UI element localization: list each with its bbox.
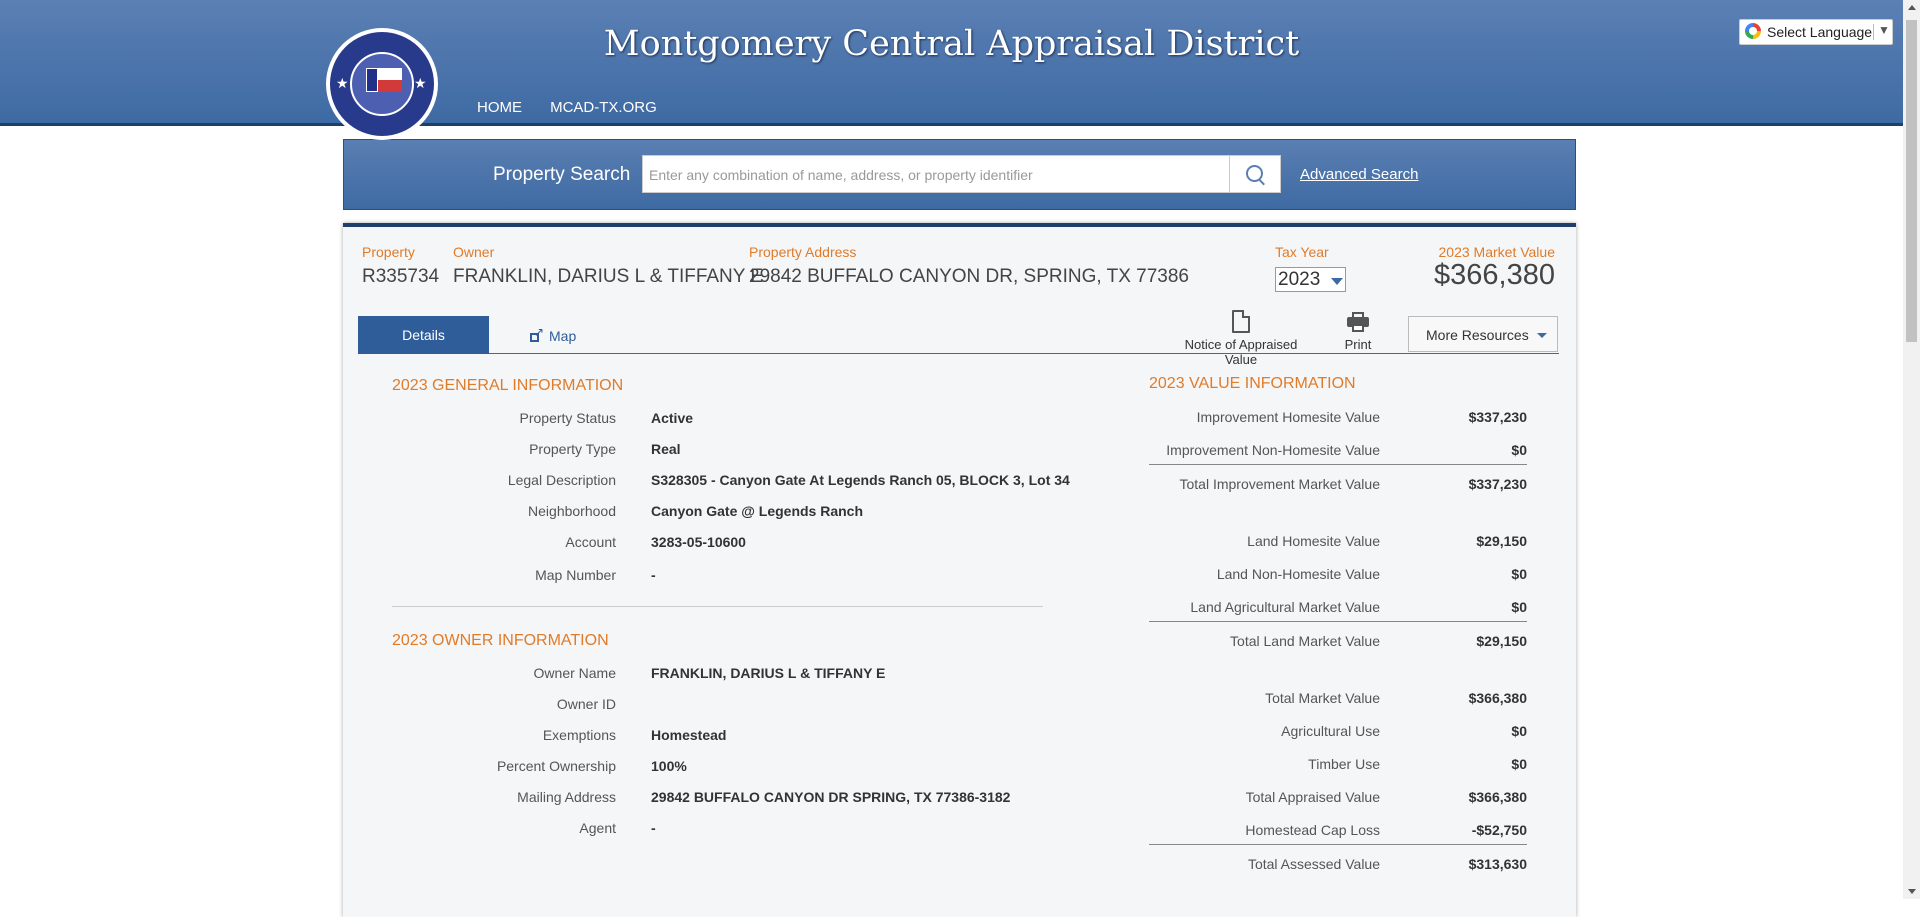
- value-row: Total Improvement Market Value $337,230: [1179, 476, 1527, 492]
- google-icon: [1745, 23, 1761, 39]
- value-row: Land Non-Homesite Value $0: [1216, 566, 1527, 582]
- scrollbar-thumb[interactable]: [1906, 20, 1917, 342]
- star-icon: ★: [336, 76, 349, 92]
- print-button[interactable]: [1338, 310, 1378, 352]
- property-id: R335734: [362, 266, 440, 287]
- tax-year-label: Tax Year: [1275, 244, 1329, 260]
- page-scrollbar[interactable]: [1903, 0, 1920, 899]
- value-row: Improvement Non-Homesite Value $0: [1149, 442, 1527, 465]
- value-row: Total Assessed Value $313,630: [1247, 856, 1527, 872]
- tab-details[interactable]: Details: [358, 316, 489, 354]
- external-link-icon: [530, 330, 543, 343]
- value-row: Improvement Homesite Value $337,230: [1196, 409, 1527, 425]
- county-seal-logo[interactable]: [326, 28, 438, 140]
- tab-map-label: Map: [549, 328, 577, 344]
- owner-info-title: 2023 OWNER INFORMATION: [392, 632, 609, 649]
- value-row: Total Appraised Value $366,380: [1245, 789, 1527, 805]
- property-address-label: Property Address: [749, 244, 857, 260]
- scroll-up-icon[interactable]: [1908, 5, 1916, 10]
- star-icon: ★: [414, 76, 427, 92]
- search-icon: [1246, 165, 1263, 182]
- more-resources-button[interactable]: More Resources: [1408, 316, 1558, 352]
- owner-name: FRANKLIN, DARIUS L & TIFFANY E: [453, 266, 764, 287]
- property-card: Property R335734 Owner FRANKLIN, DARIUS L & TIFFANY E Property Address 29842 BUFFALO CANYON DR, SPRING, TX 77386 Tax Year 2023 2023 Market Value $366,380 Details ↗ Map Notice of Appraised Value Print More Resources 2023 GENERAL INFORMATION Property Status Active Property Type Real Legal Description S328305 - Canyon Gate At Legends Ranch 05, BLOCK 3, Lot 34 Neighborhood Canyon Gate @ Legends Ranch Account 3283-05-10600 Map Number - 2023 OWNER INFORMATION Owner Name FRANKLIN, DARIUS L & TIFFANY E Owner ID Exemptions Homestead Percent Ownership 100% Mailing Address 29842 BUFFALO CANYON DR SPRING, TX 77386-3182 Agent - 2023 VALUE INFORMATION Improvement Homesite Value $337,230 Improvement Non-Homesite Value $0 Total Improvement Market Value $337,230 Land Homesite Value $29,150 Land Non-Homesite Value $0 Land Agricultural Market Value $0 Total Land Market Value $29,150 Total Market Value $366,380 Agricultural Use $0 Timber Use $0 Total Appraised Value $366,380 Homestead Cap Loss -$52,750 Total Assessed Value $313,630: [343, 223, 1576, 917]
- tab-map[interactable]: [530, 328, 576, 344]
- tax-year-select[interactable]: 2023: [1275, 267, 1346, 292]
- language-select[interactable]: [1739, 19, 1893, 45]
- search-input[interactable]: Enter any combination of name, address, or property identifier: [642, 155, 1230, 193]
- chevron-down-icon: [1331, 278, 1343, 285]
- value-row: Total Market Value $366,380: [1265, 690, 1527, 706]
- texas-flag-icon: [366, 68, 402, 92]
- chevron-down-icon: [1537, 333, 1547, 338]
- value-info-title: 2023 VALUE INFORMATION: [1149, 375, 1356, 392]
- owner-label: Owner: [453, 244, 495, 260]
- print-label: Print: [1344, 337, 1372, 352]
- market-value-label: 2023 Market Value: [1438, 244, 1555, 260]
- value-row: Land Agricultural Market Value $0: [1149, 599, 1527, 622]
- section-divider: [392, 606, 1043, 607]
- site-header: [0, 0, 1903, 126]
- dropdown-arrow-icon: ▼: [1878, 23, 1890, 37]
- site-title: Montgomery Central Appraisal District: [603, 24, 1300, 64]
- value-row: Land Homesite Value $29,150: [1247, 533, 1527, 549]
- general-info-title: 2023 GENERAL INFORMATION: [392, 377, 624, 394]
- printer-icon: [1347, 312, 1369, 332]
- value-row: Agricultural Use $0: [1281, 723, 1527, 739]
- advanced-search-link[interactable]: Advanced Search: [1300, 166, 1419, 183]
- main-nav: [477, 97, 680, 116]
- nav-mcad-link[interactable]: MCAD-TX.ORG: [550, 99, 657, 116]
- property-search-bar: [343, 139, 1576, 210]
- scroll-down-icon[interactable]: [1908, 889, 1916, 894]
- search-label: Property Search: [493, 164, 631, 185]
- search-button[interactable]: [1229, 155, 1281, 193]
- nav-home-link[interactable]: HOME: [477, 99, 522, 116]
- language-select-label: Select Language: [1767, 24, 1873, 40]
- notice-label: Notice of Appraised Value: [1184, 337, 1298, 367]
- value-row: Total Land Market Value $29,150: [1230, 633, 1527, 649]
- property-address: 29842 BUFFALO CANYON DR, SPRING, TX 77386: [749, 266, 1189, 287]
- value-row: Homestead Cap Loss -$52,750: [1149, 822, 1527, 845]
- value-row: Timber Use $0: [1308, 756, 1527, 772]
- pdf-icon: [1232, 310, 1250, 333]
- market-value: $366,380: [1434, 259, 1555, 291]
- notice-of-appraised-value-button[interactable]: [1167, 310, 1315, 367]
- property-id-label: Property: [362, 244, 415, 260]
